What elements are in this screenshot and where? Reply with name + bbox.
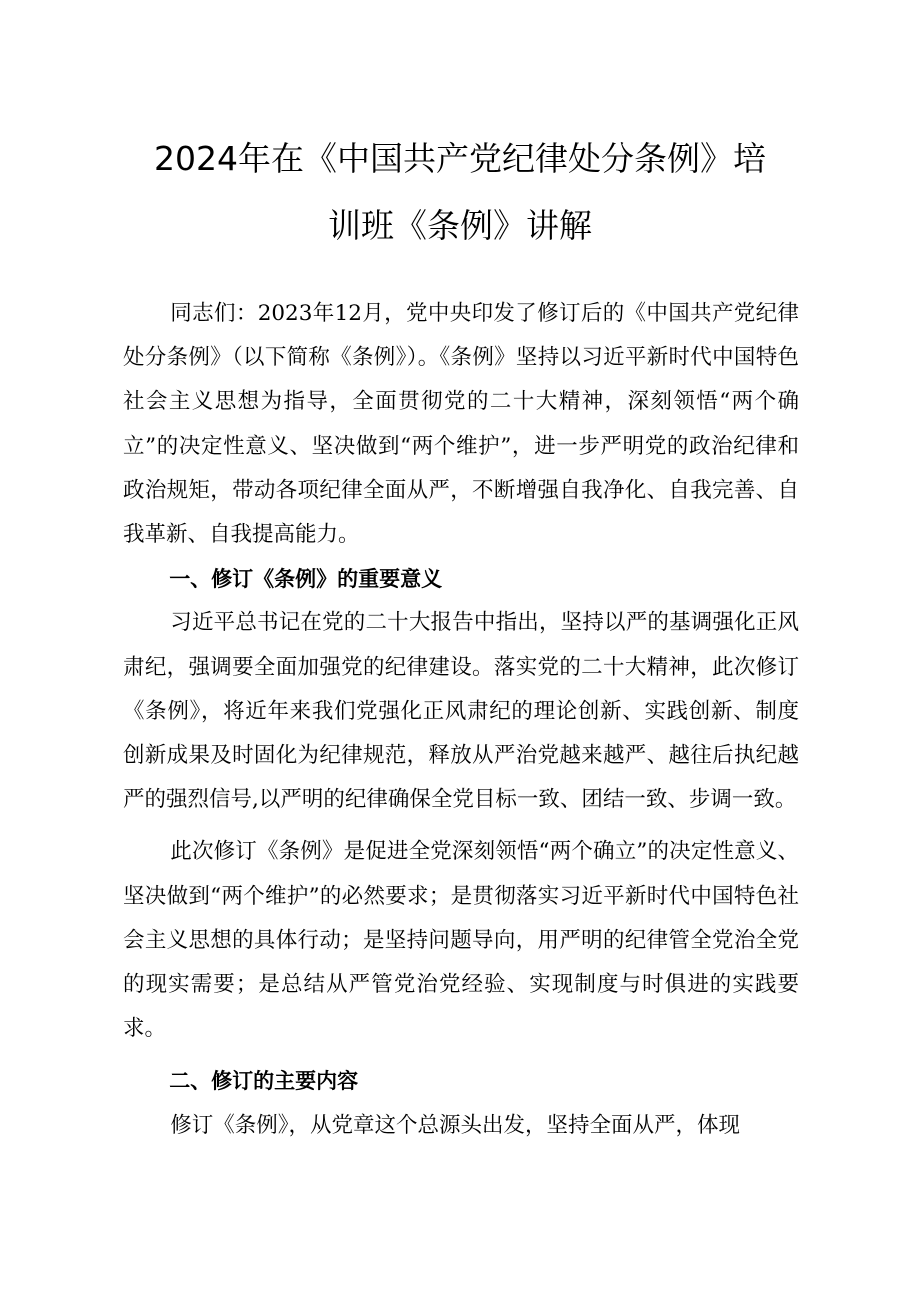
paragraph-content-start: 修订《条例》，从党章这个总源头出发，坚持全面从严，体现	[170, 1112, 741, 1138]
document-title-line-1: 2024年在《中国共产党纪律处分条例》培	[154, 139, 766, 178]
document-title-line-2: 训班《条例》讲解	[328, 206, 592, 245]
paragraph-requirements: 此次修订《条例》是促进全党深刻领悟“两个确立”的决定性意义、坚决做到“两个维护”的必然要求；是贯彻落实习近平新时代中国特色社会主义思想的具体行动；是坚持问题导向，用严明的纪律管全党治全党的现实需要；是总结从严管党治党经验、实现制度与时俱进的实践要求。	[123, 839, 799, 1042]
paragraph-significance: 习近平总书记在党的二十大报告中指出，坚持以严的基调强化正风肃纪，强调要全面加强党的纪律建设。落实党的二十大精神，此次修订《条例》，将近年来我们党强化正风肃纪的理论创新、实践创新、制度创新成果及时固化为纪律规范，释放从严治党越来越严、越往后执纪越严的强烈信号,以严明的纪律确保全党目标一致、团结一致、步调一致。	[123, 610, 799, 813]
section-heading-1: 一、修订《条例》的重要意义	[169, 567, 443, 592]
section-heading-2: 二、修订的主要内容	[169, 1069, 359, 1094]
paragraph-intro: 同志们：2023年12月，党中央印发了修订后的《中国共产党纪律处分条例》（以下简称《条例》）。《条例》坚持以习近平新时代中国特色社会主义思想为指导，全面贯彻党的二十大精神，深刻领悟“两个确立”的决定性意义、坚决做到“两个维护”，进一步严明党的政治纪律和政治规矩，带动各项纪律全面从严，不断增强自我净化、自我完善、自我革新、自我提高能力。	[123, 301, 799, 548]
document-body	[123, 292, 799, 1148]
